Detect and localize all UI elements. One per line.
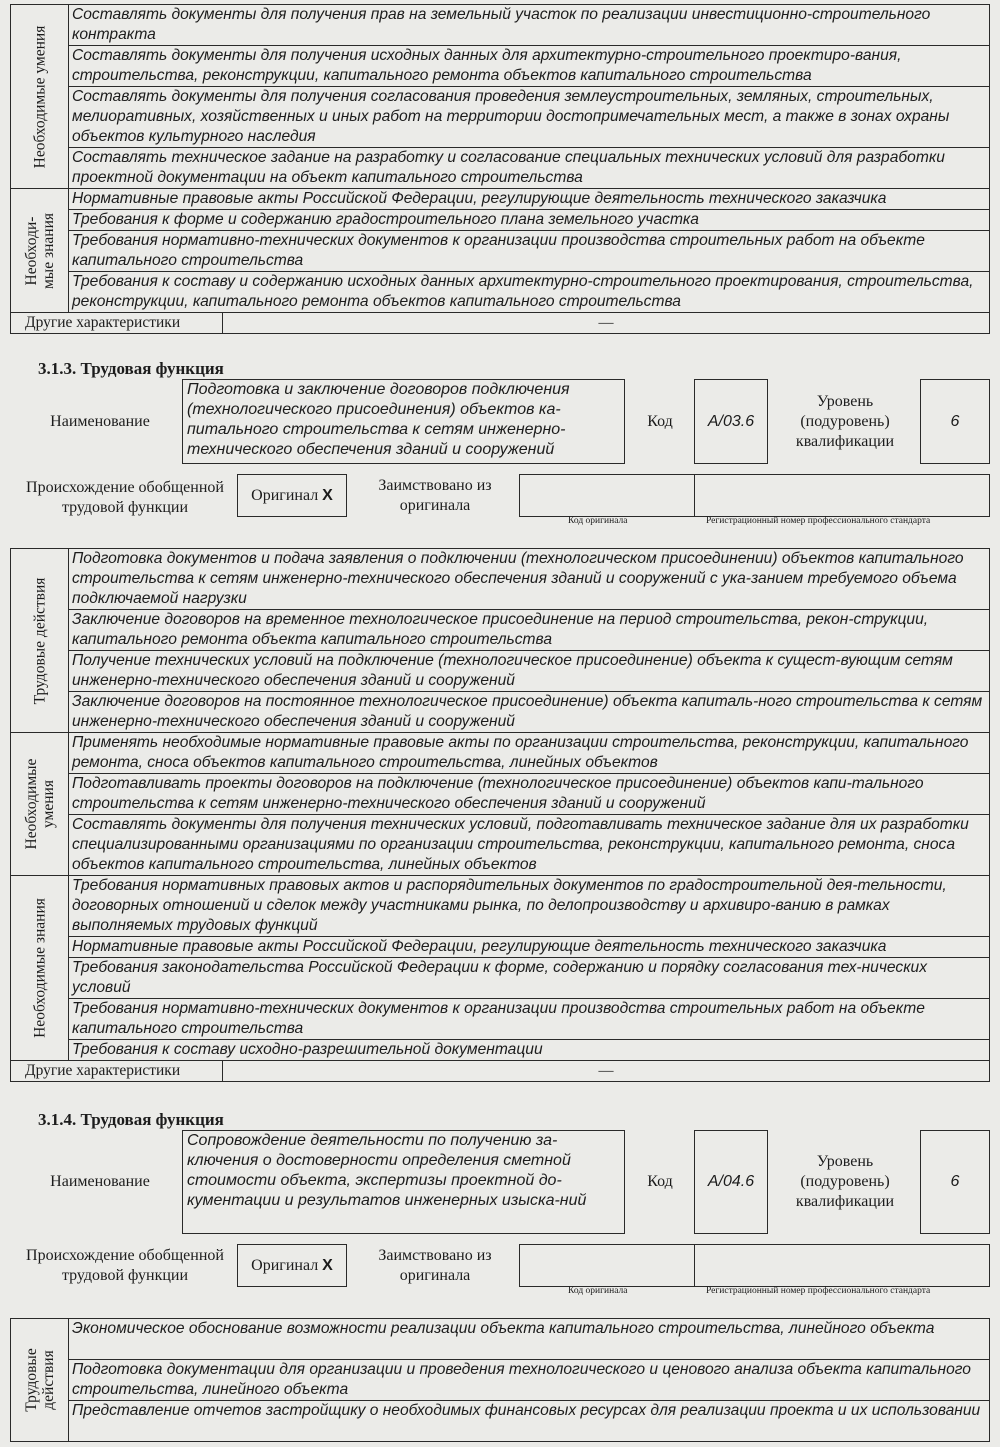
skill-row (69, 774, 990, 815)
table-313-actions-skills-knowledge (10, 548, 990, 1082)
knowledge-label-cell (11, 876, 69, 1061)
reg-number-box-313 (694, 474, 990, 517)
action-row (69, 610, 990, 651)
skill-text: Применять необходимые нормативные правовые акты по организации строительства, реконструкции, капитального ремонта, сноса объектов капитального строительства, линейных объектов (72, 734, 969, 771)
knowledge-text: Требования к составу и содержанию исходных данных архитектурно-строительного проектирования, строительства, реконструкции, капитального ремонта объектов капитального строительства (72, 273, 974, 310)
knowledge-label-cell (11, 189, 69, 313)
original-box-314 (237, 1244, 347, 1287)
skill-text: Составлять документы для получения исходных данных для архитектурно-строительного проектиро-вания, строительства, реконструкции, капитального ремонта объектов капитального строительства (72, 47, 902, 84)
action-row (69, 651, 990, 692)
original-checkmark: X (322, 1256, 333, 1274)
knowledge-row (69, 189, 990, 210)
level-value-314: 6 (920, 1130, 990, 1234)
borrowed-label-314: Заимствовано из оригинала (378, 1247, 492, 1284)
skills-label-cell (11, 5, 69, 189)
skill-row (69, 5, 990, 46)
action-row (69, 1319, 990, 1360)
reg-caption-314: Регистрационный номер профессионального стандарта (706, 1286, 931, 1296)
other-characteristics-value: — (223, 1061, 990, 1082)
knowledge-row (69, 999, 990, 1040)
function-name-314: Сопровождение деятельности по получению за-ключения о достоверности определения сметной стоимости объекта, экспертизы проектной до-кументации и результатов инженерных изыска-ний (182, 1130, 625, 1234)
skill-text: Составлять документы для получения прав на земельный участок по реализации инвестиционно-строительного контракта (72, 6, 931, 43)
action-row (69, 1401, 990, 1442)
knowledge-text: Требования к составу исходно-разрешительной документации (72, 1041, 543, 1058)
table-prev-function-skills-knowledge (10, 4, 990, 334)
skill-text: Составлять техническое задание на разработку и согласование специальных технических условий для разработки проектной документации на объект капитального строительства (72, 149, 945, 186)
skill-text: Подготавливать проекты договоров на подключение (технологическое присоединение) объектов капи-тального строительства к сетям инженерно-технического обеспечения зданий и сооружений (72, 775, 924, 812)
original-label: Оригинал (251, 486, 319, 504)
other-characteristics-label: Другие характеристики (11, 313, 223, 334)
action-row (69, 1360, 990, 1401)
origin-label-314: Происхождение обобщенной трудовой функции (26, 1247, 224, 1284)
knowledge-label: Необходимые знания (31, 898, 48, 1038)
actions-label: Трудовые действия (22, 1348, 57, 1412)
action-row (69, 692, 990, 733)
action-text: Подготовка документов и подача заявления о подключении (технологическом присоединении) объектов капитального строительства к сетям инженерно-технического обеспечения зданий и сооружений с ука-занием требуемого объема подключаемой нагрузки (72, 550, 964, 607)
skill-text: Составлять документы для получения согласования проведения землеустроительных, земляных, строительных, мелиоративных, хозяйственных и иных работ на территории достопримечательных мест, а также в зонах охраны объектов культурного наследия (72, 88, 950, 145)
actions-label-cell (11, 549, 69, 733)
table-314-actions (10, 1318, 990, 1442)
knowledge-label: Необходи- мые знания (22, 212, 57, 289)
code-label-313: Код (647, 413, 673, 430)
skill-row (69, 46, 990, 87)
reg-number-box-314 (694, 1244, 990, 1287)
other-characteristics-value: — (223, 313, 990, 334)
skill-row (69, 733, 990, 774)
original-box-313 (237, 474, 347, 517)
name-label-314: Наименование (50, 1173, 150, 1190)
action-row (69, 549, 990, 610)
action-text: Представление отчетов застройщику о необходимых финансовых ресурсах для реализации проекта и их использовании (72, 1402, 981, 1419)
skills-label: Необходимые умения (31, 25, 48, 168)
action-text: Заключение договоров на временное технологическое присоединение на период строительства, рекон-струкции, капитального ремонта объекта капитального строительства (72, 611, 929, 648)
code-caption-313: Код оригинала (568, 516, 628, 526)
function-code-314: A/04.6 (694, 1130, 768, 1234)
knowledge-text: Нормативные правовые акты Российской Федерации, регулирующие деятельность технического заказчика (72, 190, 887, 207)
skill-text: Составлять документы для получения технических условий, подготавливать техническое задание для их разработки специализированными организациями по организации строительства, реконструкции, капитального ремонта, сноса объектов капитального строительства, линейных объектов (72, 816, 969, 873)
knowledge-row (69, 958, 990, 999)
borrowed-label-313: Заимствовано из оригинала (378, 477, 492, 514)
section-heading-314: 3.1.4. Трудовая функция (38, 1110, 224, 1129)
action-text: Получение технических условий на подключение (технологическое присоединение) объекта к сущест-вующим сетям инженерно-технического обеспечения зданий и сооружений (72, 652, 953, 689)
actions-label-cell (11, 1319, 69, 1442)
skill-row (69, 87, 990, 148)
knowledge-row (69, 876, 990, 937)
action-text: Заключение договоров на постоянное технологическое присоединение) объекта капиталь-ного строительства к сетям инженерно-технического обеспечения зданий и сооружений (72, 693, 983, 730)
section-heading-313: 3.1.3. Трудовая функция (38, 359, 224, 378)
knowledge-row (69, 1040, 990, 1061)
skill-row (69, 148, 990, 189)
origin-label-313: Происхождение обобщенной трудовой функции (26, 479, 224, 516)
skill-row (69, 815, 990, 876)
function-name-313: Подготовка и заключение договоров подключения (технологического присоединения) объектов ка-питального строительства к сетям инженерно-технического обеспечения зданий и сооружений (182, 379, 625, 464)
function-code-313: A/03.6 (694, 379, 768, 464)
knowledge-text: Требования нормативно-технических документов к организации производства строительных работ на объекте капитального строительства (72, 232, 925, 269)
level-label-314: Уровень (подуровень) квалификации (795, 1153, 895, 1210)
knowledge-text: Требования нормативно-технических документов к организации производства строительных работ на объекте капитального строительства (72, 1000, 925, 1037)
knowledge-text: Требования законодательства Российской Федерации к форме, содержанию и порядку согласования тех-нических условий (72, 959, 928, 996)
reg-caption-313: Регистрационный номер профессионального стандарта (706, 516, 931, 526)
action-text: Экономическое обоснование возможности реализации объекта капитального строительства, линейного объекта (72, 1320, 935, 1337)
original-code-box-314 (519, 1244, 695, 1287)
skills-label-cell (11, 733, 69, 876)
original-label: Оригинал (251, 1256, 319, 1274)
knowledge-text: Требования к форме и содержанию градостроительного плана земельного участка (72, 211, 699, 228)
code-label-314: Код (647, 1173, 673, 1190)
knowledge-row (69, 272, 990, 313)
actions-label: Трудовые действия (31, 577, 48, 704)
level-value-313: 6 (920, 379, 990, 464)
original-checkmark: X (322, 486, 333, 504)
level-label-313: Уровень (подуровень) квалификации (795, 393, 895, 450)
knowledge-row (69, 231, 990, 272)
skills-label: Необходимые умения (22, 758, 57, 850)
code-caption-314: Код оригинала (568, 1286, 628, 1296)
knowledge-text: Требования нормативных правовых актов и распорядительных документов по градостроительной дея-тельности, договорных отношений и сделок между участниками рынка, по делопроизводству и архивиро-ванию в рамках выполняемых трудовых функций (72, 877, 947, 934)
name-label-313: Наименование (50, 413, 150, 430)
knowledge-row (69, 210, 990, 231)
knowledge-row (69, 937, 990, 958)
action-text: Подготовка документации для организации и проведения технологического и ценового анализа объекта капитального строительства, линейного объекта (72, 1361, 971, 1398)
original-code-box-313 (519, 474, 695, 517)
knowledge-text: Нормативные правовые акты Российской Федерации, регулирующие деятельность технического заказчика (72, 938, 887, 955)
other-characteristics-label: Другие характеристики (11, 1061, 223, 1082)
